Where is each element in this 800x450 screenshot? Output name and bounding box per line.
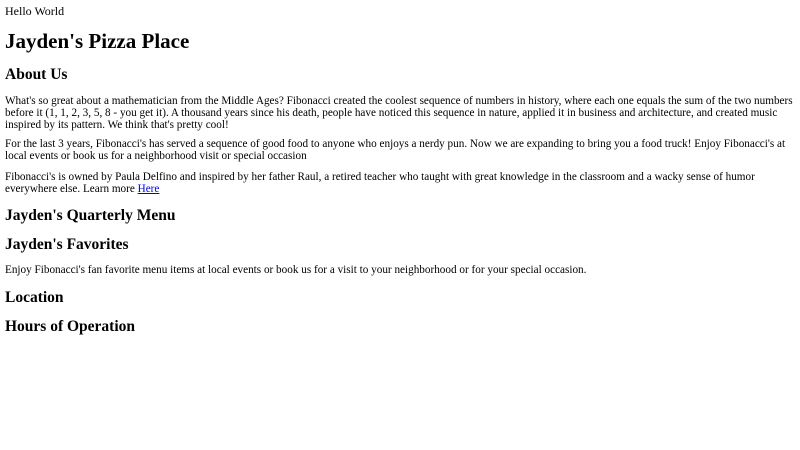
favorites-heading: Jayden's Favorites — [5, 236, 129, 253]
about-paragraph-3-text: Fibonacci's is owned by Paula Delfino and inspired by her father Raul, a retired teacher who taught with great knowledge in the classroom and a wacky sense of humor everywhere else. Learn more — [5, 171, 755, 195]
learn-more-link[interactable]: Here — [137, 182, 160, 195]
favorites-text: Enjoy Fibonacci's fan favorite menu items at local events or book us for a visit to your neighborhood or for your special occasion. — [5, 264, 587, 276]
about-paragraph-3 — [5, 172, 795, 196]
hours-heading: Hours of Operation — [5, 318, 136, 335]
greeting-text: Hello World — [5, 4, 65, 18]
about-paragraph-1: What's so great about a mathematician from the Middle Ages? Fibonacci created the coolest sequence of numbers in history, where each one equals the sum of the two numbers before it (1, 1, 2, 3, 5, 8 - you get it). A thousand years since his death, people have noticed this sequence in nature, applied it in business and architecture, and created music inspired by its pattern. We think that's pretty cool! — [5, 95, 793, 131]
location-heading: Location — [5, 289, 64, 306]
page-title: Jayden's Pizza Place — [5, 29, 190, 53]
about-paragraph-2: For the last 3 years, Fibonacci's has served a sequence of good food to anyone who enjoys a nerdy pun. Now we are expanding to bring you a food truck! Enjoy Fibonacci's at local events or book us for a neighborhood visit or special occasion — [5, 138, 786, 162]
about-heading: About Us — [5, 66, 68, 83]
menu-heading: Jayden's Quarterly Menu — [5, 207, 176, 224]
